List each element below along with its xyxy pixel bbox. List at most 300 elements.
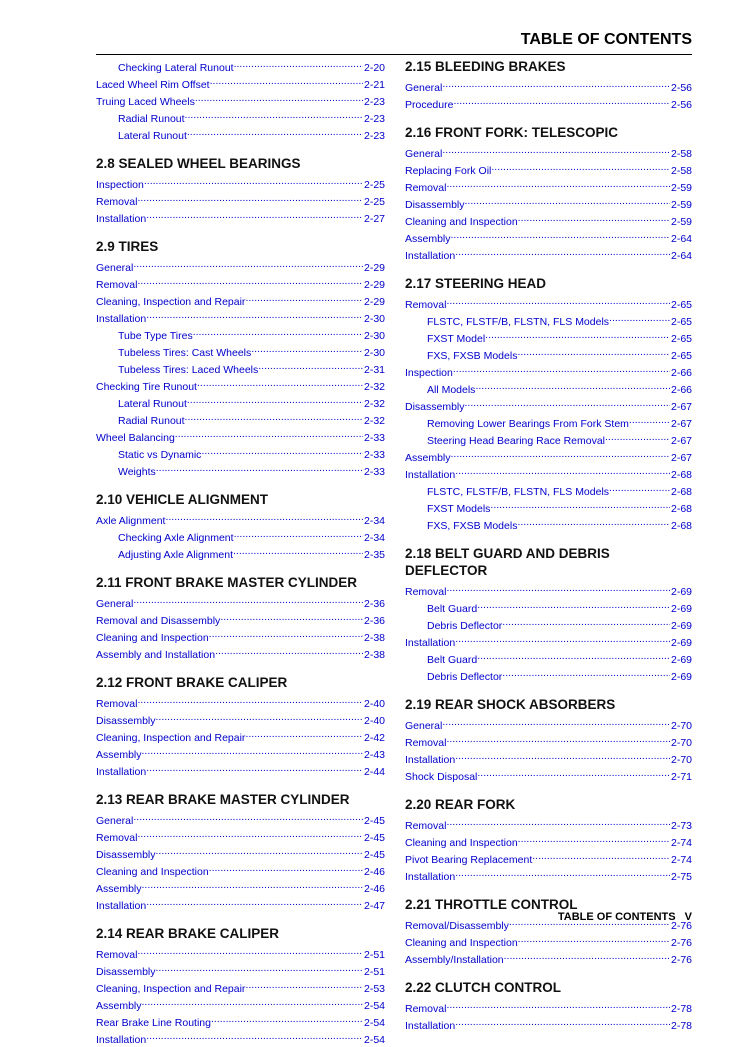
dot-leader bbox=[137, 275, 363, 288]
toc-entry[interactable] bbox=[96, 845, 385, 862]
toc-entry[interactable] bbox=[96, 360, 385, 377]
dot-leader bbox=[210, 75, 363, 88]
toc-entry-label: Steering Head Bearing Race Removal bbox=[427, 435, 606, 447]
toc-entry-page: 2-38 bbox=[363, 632, 385, 644]
toc-entry[interactable] bbox=[96, 309, 385, 326]
toc-entry[interactable] bbox=[96, 275, 385, 292]
toc-entry-page: 2-68 bbox=[670, 486, 692, 498]
toc-entry[interactable] bbox=[96, 192, 385, 209]
dot-leader bbox=[133, 258, 363, 271]
toc-entry[interactable] bbox=[405, 380, 692, 397]
toc-entry[interactable] bbox=[96, 628, 385, 645]
section-title-2-15-bleeding-brakes: 2.15 BLEEDING BRAKES bbox=[405, 59, 566, 74]
toc-entry-label: Removal bbox=[405, 1003, 447, 1015]
toc-entry-page: 2-75 bbox=[670, 871, 692, 883]
toc-entry-page: 2-43 bbox=[363, 749, 385, 761]
dot-leader bbox=[146, 762, 363, 775]
toc-entry-page: 2-45 bbox=[363, 849, 385, 861]
toc-entry-page: 2-32 bbox=[363, 415, 385, 427]
dot-leader bbox=[477, 599, 670, 612]
toc-entry[interactable] bbox=[96, 1030, 385, 1047]
toc-entry-page: 2-34 bbox=[363, 515, 385, 527]
toc-entry-label: Removal bbox=[96, 949, 138, 961]
toc-entry-page: 2-76 bbox=[670, 954, 692, 966]
toc-entry-label: FXST Models bbox=[427, 503, 491, 515]
toc-entry-label: Static vs Dynamic bbox=[118, 449, 202, 461]
toc-entry-page: 2-36 bbox=[363, 615, 385, 627]
toc-entry-page: 2-69 bbox=[670, 620, 692, 632]
toc-entry-page: 2-69 bbox=[670, 637, 692, 649]
toc-entry[interactable] bbox=[96, 811, 385, 828]
toc-entry-page: 2-74 bbox=[670, 837, 692, 849]
toc-entry-label: Laced Wheel Rim Offset bbox=[96, 79, 210, 91]
dot-leader bbox=[144, 175, 363, 188]
section-title-2-22-clutch-control: 2.22 CLUTCH CONTROL bbox=[405, 980, 562, 995]
toc-entry-page: 2-65 bbox=[670, 333, 692, 345]
toc-entry-page: 2-29 bbox=[363, 262, 385, 274]
toc-entry-page: 2-38 bbox=[363, 649, 385, 661]
toc-entry-label: Assembly bbox=[405, 233, 451, 245]
toc-entry-label: Installation bbox=[96, 313, 147, 325]
toc-right-column bbox=[405, 58, 692, 1033]
toc-entry[interactable] bbox=[96, 1013, 385, 1030]
toc-entry-page: 2-46 bbox=[363, 866, 385, 878]
toc-entry-page: 2-65 bbox=[670, 299, 692, 311]
toc-entry[interactable] bbox=[405, 229, 692, 246]
toc-entry-page: 2-69 bbox=[670, 654, 692, 666]
toc-entry[interactable] bbox=[405, 397, 692, 414]
toc-entry[interactable] bbox=[96, 545, 385, 562]
toc-entry[interactable] bbox=[96, 528, 385, 545]
toc-entry[interactable] bbox=[96, 962, 385, 979]
toc-entry-label: Cleaning, Inspection and Repair bbox=[96, 296, 246, 308]
toc-entry-page: 2-45 bbox=[363, 815, 385, 827]
dot-leader bbox=[245, 728, 363, 741]
dot-leader bbox=[455, 867, 670, 880]
toc-entry-label: Tubeless Tires: Laced Wheels bbox=[118, 364, 259, 376]
toc-entry-label: Cleaning and Inspection bbox=[96, 632, 209, 644]
toc-entry-label: Assembly and Installation bbox=[96, 649, 216, 661]
toc-entry[interactable] bbox=[96, 979, 385, 996]
toc-entry-label: Procedure bbox=[405, 99, 454, 111]
toc-entry[interactable] bbox=[96, 511, 385, 528]
toc-entry-label: Assembly/Installation bbox=[405, 954, 504, 966]
toc-entry-label: Removal bbox=[405, 737, 447, 749]
dot-leader bbox=[629, 414, 670, 427]
toc-entry[interactable] bbox=[96, 896, 385, 913]
toc-entry[interactable] bbox=[96, 694, 385, 711]
toc-entry[interactable] bbox=[96, 175, 385, 192]
toc-entry[interactable] bbox=[96, 945, 385, 962]
toc-entry-page: 2-23 bbox=[363, 113, 385, 125]
dot-leader bbox=[137, 945, 363, 958]
toc-entry-label: Pivot Bearing Replacement bbox=[405, 854, 533, 866]
section-title-2-8-sealed-wheel-bearings: 2.8 SEALED WHEEL BEARINGS bbox=[96, 156, 301, 171]
toc-entry-label: Removal/Disassembly bbox=[405, 920, 509, 932]
toc-entry-label: Cleaning and Inspection bbox=[405, 216, 518, 228]
toc-entry[interactable] bbox=[96, 445, 385, 462]
toc-entry-label: Inspection bbox=[405, 367, 453, 379]
toc-left-column bbox=[96, 58, 385, 1047]
dot-leader bbox=[137, 192, 363, 205]
toc-entry-label: Installation bbox=[405, 754, 456, 766]
toc-entry-page: 2-67 bbox=[670, 452, 692, 464]
toc-entry-page: 2-66 bbox=[670, 384, 692, 396]
toc-entry-page: 2-58 bbox=[670, 165, 692, 177]
dot-leader bbox=[451, 229, 670, 242]
toc-entry-page: 2-45 bbox=[363, 832, 385, 844]
section-title-2-12-front-brake-caliper: 2.12 FRONT BRAKE CALIPER bbox=[96, 675, 288, 690]
toc-entry-label: Adjusting Axle Alignment bbox=[118, 549, 233, 561]
toc-entry-page: 2-30 bbox=[363, 313, 385, 325]
toc-entry-label: General bbox=[405, 148, 443, 160]
toc-entry[interactable] bbox=[96, 462, 385, 479]
toc-entry-label: FXST Model bbox=[427, 333, 486, 345]
toc-entry-page: 2-69 bbox=[670, 586, 692, 598]
toc-entry[interactable] bbox=[405, 750, 692, 767]
toc-entry[interactable] bbox=[96, 996, 385, 1013]
toc-entry-page: 2-51 bbox=[363, 949, 385, 961]
toc-entry-page: 2-44 bbox=[363, 766, 385, 778]
toc-entry-page: 2-23 bbox=[363, 130, 385, 142]
toc-entry[interactable] bbox=[405, 633, 692, 650]
toc-entry-label: Debris Deflector bbox=[427, 620, 503, 632]
dot-leader bbox=[517, 346, 670, 359]
toc-entry-label: Installation bbox=[96, 900, 147, 912]
toc-entry[interactable] bbox=[405, 733, 692, 750]
toc-entry-page: 2-76 bbox=[670, 920, 692, 932]
toc-entry-label: FXS, FXSB Models bbox=[427, 350, 518, 362]
toc-entry-label: FLSTC, FLSTF/B, FLSTN, FLS Models bbox=[427, 316, 610, 328]
toc-entry-label: Removal bbox=[96, 279, 138, 291]
toc-entry-label: Installation bbox=[96, 1034, 147, 1046]
section-title-2-16-front-fork-telescopic: 2.16 FRONT FORK: TELESCOPIC bbox=[405, 125, 619, 140]
toc-entry-page: 2-25 bbox=[363, 196, 385, 208]
toc-entry-label: Disassembly bbox=[96, 849, 156, 861]
dot-leader bbox=[211, 1013, 363, 1026]
toc-entry-page: 2-32 bbox=[363, 398, 385, 410]
dot-leader bbox=[477, 767, 670, 780]
dot-leader bbox=[502, 616, 670, 629]
section-title-2-10-vehicle-alignment: 2.10 VEHICLE ALIGNMENT bbox=[96, 492, 269, 507]
toc-entry-page: 2-29 bbox=[363, 279, 385, 291]
dot-leader bbox=[195, 92, 363, 105]
toc-entry-page: 2-33 bbox=[363, 466, 385, 478]
footer-label: TABLE OF CONTENTS bbox=[557, 911, 676, 923]
toc-entry[interactable] bbox=[96, 58, 385, 75]
toc-entry-label: All Models bbox=[427, 384, 476, 396]
dot-leader bbox=[517, 516, 670, 529]
dot-leader bbox=[146, 309, 363, 322]
dot-leader bbox=[185, 109, 363, 122]
dot-leader bbox=[455, 633, 670, 646]
section-title-2-19-rear-shock-absorbers: 2.19 REAR SHOCK ABSORBERS bbox=[405, 697, 616, 712]
toc-entry-page: 2-65 bbox=[670, 350, 692, 362]
toc-entry[interactable] bbox=[405, 850, 692, 867]
toc-entry-page: 2-30 bbox=[363, 330, 385, 342]
toc-entry-label: Removal bbox=[405, 820, 447, 832]
toc-entry[interactable] bbox=[96, 394, 385, 411]
toc-entry[interactable] bbox=[405, 448, 692, 465]
dot-leader bbox=[245, 292, 363, 305]
toc-entry-page: 2-67 bbox=[670, 418, 692, 430]
toc-entry[interactable] bbox=[405, 816, 692, 833]
dot-leader bbox=[245, 979, 363, 992]
dot-leader bbox=[156, 962, 363, 975]
toc-entry[interactable] bbox=[405, 933, 692, 950]
dot-leader bbox=[142, 745, 363, 758]
toc-entry[interactable] bbox=[405, 78, 692, 95]
toc-entry-page: 2-59 bbox=[670, 182, 692, 194]
toc-entry[interactable] bbox=[96, 109, 385, 126]
toc-entry-label: Removal bbox=[96, 832, 138, 844]
toc-entry[interactable] bbox=[405, 767, 692, 784]
dot-leader bbox=[502, 667, 670, 680]
toc-entry-page: 2-32 bbox=[363, 381, 385, 393]
toc-entry-label: Cleaning and Inspection bbox=[405, 937, 518, 949]
section-title-2-14-rear-brake-caliper: 2.14 REAR BRAKE CALIPER bbox=[96, 926, 280, 941]
toc-entry-page: 2-73 bbox=[670, 820, 692, 832]
toc-entry[interactable] bbox=[96, 377, 385, 394]
toc-entry[interactable] bbox=[96, 594, 385, 611]
toc-entry-page: 2-74 bbox=[670, 854, 692, 866]
section-title-2-21-throttle-control: 2.21 THROTTLE CONTROL bbox=[405, 897, 578, 912]
toc-entry[interactable] bbox=[405, 346, 692, 363]
toc-entry[interactable] bbox=[96, 126, 385, 143]
dot-leader bbox=[165, 511, 363, 524]
dot-leader bbox=[518, 933, 670, 946]
dot-leader bbox=[185, 411, 363, 424]
section-title-2-18-belt-guard-and-debris-deflector: 2.18 BELT GUARD AND DEBRIS DEFLECTOR bbox=[405, 546, 610, 578]
dot-leader bbox=[133, 594, 363, 607]
toc-entry[interactable] bbox=[405, 329, 692, 346]
dot-leader bbox=[477, 650, 670, 663]
toc-entry[interactable] bbox=[96, 411, 385, 428]
toc-entry-page: 2-70 bbox=[670, 737, 692, 749]
toc-entry[interactable] bbox=[405, 867, 692, 884]
dot-leader bbox=[142, 879, 363, 892]
toc-entry-label: Removal bbox=[405, 182, 447, 194]
toc-entry[interactable] bbox=[405, 582, 692, 599]
toc-entry[interactable] bbox=[96, 209, 385, 226]
dot-leader bbox=[491, 161, 670, 174]
toc-entry[interactable] bbox=[405, 465, 692, 482]
dot-leader bbox=[442, 144, 670, 157]
toc-entry-page: 2-51 bbox=[363, 966, 385, 978]
dot-leader bbox=[193, 326, 363, 339]
toc-entry-label: Tube Type Tires bbox=[118, 330, 193, 342]
dot-leader bbox=[142, 996, 363, 1009]
toc-entry-label: Assembly bbox=[405, 452, 451, 464]
toc-entry-page: 2-35 bbox=[363, 549, 385, 561]
toc-entry-page: 2-42 bbox=[363, 732, 385, 744]
toc-entry-label: Truing Laced Wheels bbox=[96, 96, 195, 108]
dot-leader bbox=[197, 377, 363, 390]
toc-entry-page: 2-76 bbox=[670, 937, 692, 949]
toc-entry-label: General bbox=[405, 82, 443, 94]
toc-entry[interactable] bbox=[405, 363, 692, 380]
dot-leader bbox=[446, 178, 670, 191]
toc-entry[interactable] bbox=[405, 599, 692, 616]
toc-entry-label: Replacing Fork Oil bbox=[405, 165, 492, 177]
toc-entry-label: General bbox=[96, 598, 134, 610]
toc-entry[interactable] bbox=[405, 499, 692, 516]
toc-entry-label: Axle Alignment bbox=[96, 515, 166, 527]
section-title-2-9-tires: 2.9 TIRES bbox=[96, 239, 159, 254]
section-title-2-13-rear-brake-master-cylinder: 2.13 REAR BRAKE MASTER CYLINDER bbox=[96, 792, 350, 807]
dot-leader bbox=[156, 711, 363, 724]
toc-entry[interactable] bbox=[96, 645, 385, 662]
toc-entry[interactable] bbox=[96, 428, 385, 445]
toc-entry[interactable] bbox=[405, 650, 692, 667]
toc-entry-page: 2-47 bbox=[363, 900, 385, 912]
dot-leader bbox=[475, 380, 670, 393]
toc-entry-page: 2-34 bbox=[363, 532, 385, 544]
toc-entry[interactable] bbox=[405, 144, 692, 161]
toc-entry-label: FXS, FXSB Models bbox=[427, 520, 518, 532]
toc-entry-page: 2-30 bbox=[363, 347, 385, 359]
toc-entry[interactable] bbox=[405, 616, 692, 633]
dot-leader bbox=[137, 694, 363, 707]
toc-entry[interactable] bbox=[96, 762, 385, 779]
dot-leader bbox=[187, 126, 363, 139]
toc-entry-label: Shock Disposal bbox=[405, 771, 478, 783]
toc-entry-page: 2-29 bbox=[363, 296, 385, 308]
toc-entry-page: 2-31 bbox=[363, 364, 385, 376]
toc-entry[interactable] bbox=[405, 1016, 692, 1033]
toc-entry-label: Cleaning, Inspection and Repair bbox=[96, 732, 246, 744]
dot-leader bbox=[532, 850, 670, 863]
toc-entry[interactable] bbox=[405, 999, 692, 1016]
toc-entry-label: Assembly bbox=[96, 749, 142, 761]
toc-entry-label: General bbox=[405, 720, 443, 732]
toc-entry-label: Belt Guard bbox=[427, 654, 478, 666]
toc-entry[interactable] bbox=[405, 482, 692, 499]
toc-entry[interactable] bbox=[405, 246, 692, 263]
toc-entry-label: Installation bbox=[405, 871, 456, 883]
dot-leader bbox=[605, 431, 670, 444]
dot-leader bbox=[220, 611, 363, 624]
dot-leader bbox=[201, 445, 363, 458]
toc-entry-page: 2-68 bbox=[670, 520, 692, 532]
toc-entry[interactable] bbox=[96, 75, 385, 92]
toc-entry-page: 2-53 bbox=[363, 983, 385, 995]
toc-entry[interactable] bbox=[405, 95, 692, 112]
toc-entry[interactable] bbox=[96, 258, 385, 275]
toc-entry-label: Debris Deflector bbox=[427, 671, 503, 683]
dot-leader bbox=[446, 582, 670, 595]
toc-entry-page: 2-78 bbox=[670, 1003, 692, 1015]
dot-leader bbox=[146, 1030, 363, 1043]
toc-entry-page: 2-66 bbox=[670, 367, 692, 379]
section-title-2-17-steering-head: 2.17 STEERING HEAD bbox=[405, 276, 547, 291]
toc-entry-page: 2-33 bbox=[363, 432, 385, 444]
toc-entry-label: Installation bbox=[405, 250, 456, 262]
toc-entry[interactable] bbox=[405, 414, 692, 431]
toc-entry-page: 2-68 bbox=[670, 503, 692, 515]
toc-entry-page: 2-54 bbox=[363, 1000, 385, 1012]
dot-leader bbox=[146, 896, 363, 909]
toc-entry[interactable] bbox=[96, 343, 385, 360]
toc-entry[interactable] bbox=[405, 431, 692, 448]
toc-entry-label: Radial Runout bbox=[118, 113, 185, 125]
toc-entry[interactable] bbox=[405, 195, 692, 212]
dot-leader bbox=[234, 58, 363, 71]
toc-entry[interactable] bbox=[96, 326, 385, 343]
dot-leader bbox=[442, 78, 670, 91]
toc-entry[interactable] bbox=[405, 178, 692, 195]
dot-leader bbox=[442, 716, 670, 729]
dot-leader bbox=[156, 845, 363, 858]
dot-leader bbox=[455, 246, 670, 259]
page-header bbox=[96, 30, 692, 55]
toc-entry-page: 2-36 bbox=[363, 598, 385, 610]
toc-entry-label: FLSTC, FLSTF/B, FLSTN, FLS Models bbox=[427, 486, 610, 498]
toc-entry-label: Cleaning, Inspection and Repair bbox=[96, 983, 246, 995]
toc-entry-label: Checking Axle Alignment bbox=[118, 532, 234, 544]
toc-entry-label: Lateral Runout bbox=[118, 130, 187, 142]
toc-entry[interactable] bbox=[96, 879, 385, 896]
toc-entry-page: 2-70 bbox=[670, 754, 692, 766]
toc-entry-label: Installation bbox=[405, 469, 456, 481]
toc-entry[interactable] bbox=[405, 716, 692, 733]
dot-leader bbox=[209, 862, 363, 875]
toc-entry-page: 2-46 bbox=[363, 883, 385, 895]
section-title-2-11-front-brake-master-cylinder: 2.11 FRONT BRAKE MASTER CYLINDER bbox=[96, 575, 358, 590]
toc-entry[interactable] bbox=[96, 862, 385, 879]
toc-entry[interactable] bbox=[405, 295, 692, 312]
toc-entry-page: 2-20 bbox=[363, 62, 385, 74]
toc-entry[interactable] bbox=[405, 161, 692, 178]
toc-entry-page: 2-67 bbox=[670, 401, 692, 413]
dot-leader bbox=[258, 360, 363, 373]
toc-entry[interactable] bbox=[405, 833, 692, 850]
dot-leader bbox=[146, 209, 363, 222]
dot-leader bbox=[233, 545, 363, 558]
toc-entry-label: Radial Runout bbox=[118, 415, 185, 427]
toc-entry[interactable] bbox=[96, 611, 385, 628]
toc-entry[interactable] bbox=[96, 92, 385, 109]
toc-entry-page: 2-27 bbox=[363, 213, 385, 225]
dot-leader bbox=[609, 482, 670, 495]
toc-entry[interactable] bbox=[96, 292, 385, 309]
toc-entry[interactable] bbox=[405, 312, 692, 329]
toc-entry-label: Removal bbox=[405, 299, 447, 311]
toc-entry[interactable] bbox=[405, 212, 692, 229]
toc-entry-page: 2-64 bbox=[670, 250, 692, 262]
toc-entry[interactable] bbox=[405, 516, 692, 533]
toc-entry-page: 2-56 bbox=[670, 99, 692, 111]
toc-entry[interactable] bbox=[405, 667, 692, 684]
toc-entry-page: 2-70 bbox=[670, 720, 692, 732]
toc-entry[interactable] bbox=[96, 711, 385, 728]
toc-entry[interactable] bbox=[96, 728, 385, 745]
toc-entry-label: Installation bbox=[405, 637, 456, 649]
dot-leader bbox=[455, 465, 670, 478]
toc-entry-label: Removing Lower Bearings From Fork Stem bbox=[427, 418, 629, 430]
toc-entry-label: Disassembly bbox=[96, 715, 156, 727]
dot-leader bbox=[251, 343, 363, 356]
dot-leader bbox=[175, 428, 363, 441]
toc-entry-page: 2-54 bbox=[363, 1017, 385, 1029]
dot-leader bbox=[465, 195, 670, 208]
toc-entry[interactable] bbox=[96, 745, 385, 762]
toc-entry-label: Assembly bbox=[96, 883, 142, 895]
dot-leader bbox=[156, 462, 363, 475]
toc-entry[interactable] bbox=[405, 950, 692, 967]
toc-entry[interactable] bbox=[96, 828, 385, 845]
dot-leader bbox=[133, 811, 363, 824]
